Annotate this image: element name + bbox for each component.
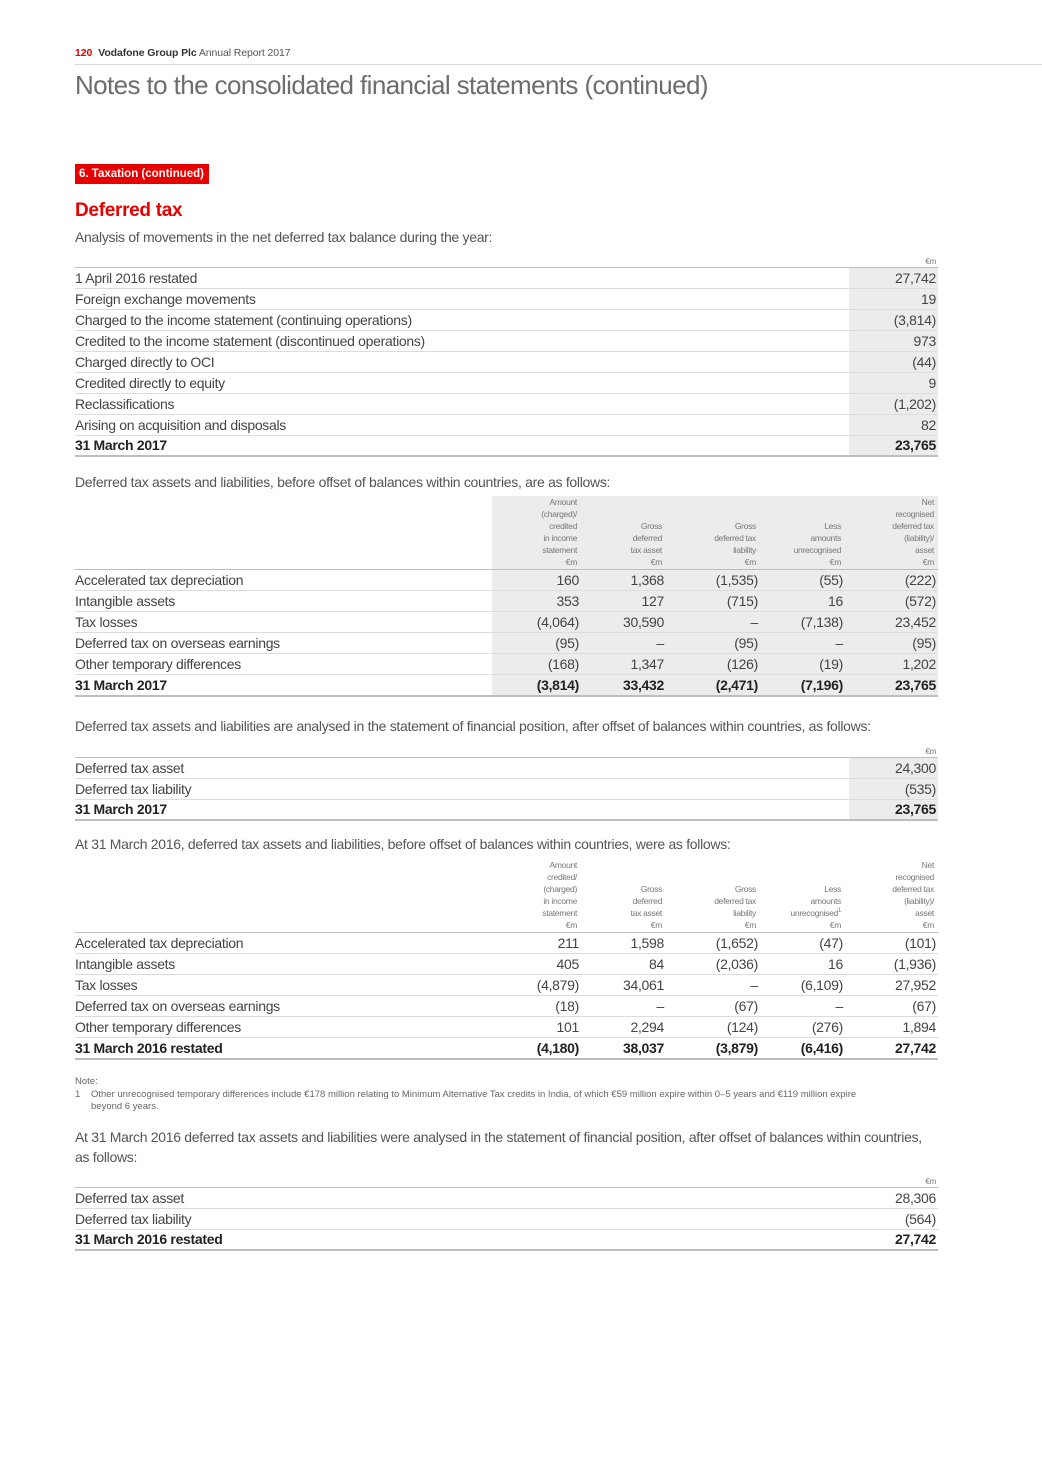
- col-header-gross-asset: Gross deferred tax asset €m: [581, 859, 666, 933]
- row-value: (44): [849, 351, 938, 372]
- note-text-continued: beyond 6 years.: [91, 1101, 159, 1112]
- cell: 127: [581, 591, 666, 612]
- position-2017-table: [75, 741, 938, 821]
- row-label: Credited directly to equity: [75, 372, 849, 393]
- row-value: (3,814): [849, 309, 938, 330]
- cell: 34,061: [581, 975, 666, 996]
- row-label: Other temporary differences: [75, 1017, 492, 1038]
- total-label: 31 March 2017: [75, 435, 849, 456]
- table-row: [75, 1208, 938, 1229]
- table-row: [75, 309, 938, 330]
- total-cell: 33,432: [581, 675, 666, 696]
- col-header-net-recognised: Net recognised deferred tax (liability)/ asset €m: [845, 859, 938, 933]
- row-value: 19: [849, 288, 938, 309]
- cell: 1,368: [581, 570, 666, 591]
- assets-2017-table: [75, 496, 938, 697]
- cell: (168): [492, 654, 581, 675]
- note-title: Note:: [75, 1076, 98, 1087]
- cell: (47): [760, 933, 845, 954]
- row-label: Charged to the income statement (continuing operations): [75, 309, 849, 330]
- total-cell: (7,196): [760, 675, 845, 696]
- row-label: Foreign exchange movements: [75, 288, 849, 309]
- table-header-row: [75, 859, 938, 933]
- cell: (2,036): [666, 954, 760, 975]
- total-label: 31 March 2017: [75, 799, 849, 820]
- unit-label: €m: [849, 1171, 938, 1187]
- table-row: [75, 570, 938, 591]
- cell: (19): [760, 654, 845, 675]
- row-label: Deferred tax asset: [75, 757, 849, 778]
- position-2016-table: [75, 1171, 938, 1251]
- cell: (715): [666, 591, 760, 612]
- cell: (95): [492, 633, 581, 654]
- row-label: Credited to the income statement (discontinued operations): [75, 330, 849, 351]
- row-value: (1,202): [849, 393, 938, 414]
- cell: –: [581, 996, 666, 1017]
- unit-label: €m: [849, 251, 938, 267]
- col-header-gross-liability: Gross deferred tax liability €m: [666, 496, 760, 570]
- row-label: Reclassifications: [75, 393, 849, 414]
- total-row: [75, 675, 938, 696]
- report-name: Annual Report 2017: [198, 47, 291, 59]
- cell: (6,109): [760, 975, 845, 996]
- total-row: [75, 1229, 938, 1250]
- total-row: [75, 435, 938, 456]
- assets-2016-table: [75, 859, 938, 1060]
- table-row: [75, 414, 938, 435]
- total-value: 27,742: [849, 1229, 938, 1250]
- section-heading: Deferred tax: [75, 200, 183, 221]
- row-label: Deferred tax liability: [75, 1208, 849, 1229]
- table-row: [75, 612, 938, 633]
- total-cell: (3,814): [492, 675, 581, 696]
- position-2016-intro: At 31 March 2016 deferred tax assets and liabilities were analysed in the statement of financial position, after offset of balances within countries, as follows:: [75, 1129, 922, 1165]
- position-2017-intro: Deferred tax assets and liabilities are analysed in the statement of financial position, after offset of balances within countries, as follows:: [75, 718, 871, 734]
- total-value: 23,765: [849, 799, 938, 820]
- movements-table: [75, 251, 938, 457]
- row-label: Tax losses: [75, 975, 492, 996]
- cell: (126): [666, 654, 760, 675]
- table-unit-row: [75, 1171, 938, 1187]
- cell: 2,294: [581, 1017, 666, 1038]
- cell: (1,652): [666, 933, 760, 954]
- note-text: Other unrecognised temporary differences include €178 million relating to Minimum Alternative Tax credits in India, of which €59 million expire within 0–5 years and €119 million expire: [91, 1089, 857, 1100]
- unit-label: €m: [849, 741, 938, 757]
- row-label: Deferred tax liability: [75, 778, 849, 799]
- company-name: Vodafone Group Plc: [98, 47, 197, 59]
- note-number: 1: [75, 1089, 81, 1100]
- row-label: Accelerated tax depreciation: [75, 933, 492, 954]
- cell: (222): [845, 570, 938, 591]
- cell: 84: [581, 954, 666, 975]
- total-cell: 23,765: [845, 675, 938, 696]
- col-header-gross-asset: Gross deferred tax asset €m: [581, 496, 666, 570]
- cell: 101: [492, 1017, 581, 1038]
- total-cell: 38,037: [581, 1038, 666, 1059]
- cell: 27,952: [845, 975, 938, 996]
- row-label: Intangible assets: [75, 591, 492, 612]
- assets-2016-intro: At 31 March 2016, deferred tax assets and liabilities, before offset of balances within countries, were as follows:: [75, 836, 731, 852]
- row-value: (535): [849, 778, 938, 799]
- cell: 1,894: [845, 1017, 938, 1038]
- total-label: 31 March 2016 restated: [75, 1229, 849, 1250]
- running-header: [75, 47, 290, 59]
- total-cell: (6,416): [760, 1038, 845, 1059]
- cell: (101): [845, 933, 938, 954]
- table-row: [75, 633, 938, 654]
- total-value: 23,765: [849, 435, 938, 456]
- total-row: [75, 799, 938, 820]
- cell: 16: [760, 591, 845, 612]
- table-row: [75, 372, 938, 393]
- cell: (55): [760, 570, 845, 591]
- cell: 1,202: [845, 654, 938, 675]
- total-cell: (4,180): [492, 1038, 581, 1059]
- table-row: [75, 778, 938, 799]
- cell: (95): [845, 633, 938, 654]
- total-cell: (3,879): [666, 1038, 760, 1059]
- row-label: Deferred tax on overseas earnings: [75, 633, 492, 654]
- col-header-net-recognised: Net recognised deferred tax (liability)/ asset €m: [845, 496, 938, 570]
- row-label: Intangible assets: [75, 954, 492, 975]
- table-row: [75, 591, 938, 612]
- col-header-income-statement: Amount credited/ (charged) in income statement €m: [492, 859, 581, 933]
- row-label: Charged directly to OCI: [75, 351, 849, 372]
- row-value: 28,306: [849, 1187, 938, 1208]
- table-row: [75, 996, 938, 1017]
- total-row: [75, 1038, 938, 1059]
- row-label: Arising on acquisition and disposals: [75, 414, 849, 435]
- cell: 1,347: [581, 654, 666, 675]
- table-row: [75, 933, 938, 954]
- col-header-unrecognised: Less amounts unrecognised €m: [760, 496, 845, 570]
- table-unit-row: [75, 741, 938, 757]
- row-label: 1 April 2016 restated: [75, 267, 849, 288]
- assets-2017-intro: Deferred tax assets and liabilities, before offset of balances within countries, are as follows:: [75, 474, 611, 490]
- cell: 16: [760, 954, 845, 975]
- page-title: Notes to the consolidated financial statements (continued): [75, 70, 708, 100]
- table-row: [75, 267, 938, 288]
- table-row: [75, 654, 938, 675]
- col-header-unrecognised: Less amounts unrecognised$^1$ €m: [760, 859, 845, 933]
- cell: 160: [492, 570, 581, 591]
- movements-intro: Analysis of movements in the net deferred tax balance during the year:: [75, 229, 493, 245]
- cell: (95): [666, 633, 760, 654]
- cell: –: [760, 633, 845, 654]
- table-row: [75, 1187, 938, 1208]
- cell: –: [760, 996, 845, 1017]
- page-number: 120: [75, 47, 93, 59]
- table-row: [75, 954, 938, 975]
- row-value: 973: [849, 330, 938, 351]
- section-tag: 6. Taxation (continued): [75, 164, 209, 184]
- footnote-marker: 1: [837, 908, 841, 915]
- total-label: 31 March 2016 restated: [75, 1038, 492, 1059]
- row-value: 24,300: [849, 757, 938, 778]
- cell: (1,936): [845, 954, 938, 975]
- cell: (1,535): [666, 570, 760, 591]
- cell: (67): [845, 996, 938, 1017]
- cell: (276): [760, 1017, 845, 1038]
- row-value: 27,742: [849, 267, 938, 288]
- row-label: Other temporary differences: [75, 654, 492, 675]
- cell: (67): [666, 996, 760, 1017]
- cell: (124): [666, 1017, 760, 1038]
- table-row: [75, 757, 938, 778]
- cell: 23,452: [845, 612, 938, 633]
- cell: –: [666, 612, 760, 633]
- col-header-gross-liability: Gross deferred tax liability €m: [666, 859, 760, 933]
- cell: 405: [492, 954, 581, 975]
- total-cell: 27,742: [845, 1038, 938, 1059]
- total-cell: (2,471): [666, 675, 760, 696]
- cell: (572): [845, 591, 938, 612]
- row-label: Deferred tax asset: [75, 1187, 849, 1208]
- cell: 1,598: [581, 933, 666, 954]
- table-row: [75, 1017, 938, 1038]
- cell: (18): [492, 996, 581, 1017]
- cell: (4,879): [492, 975, 581, 996]
- cell: 353: [492, 591, 581, 612]
- cell: –: [581, 633, 666, 654]
- table-row: [75, 393, 938, 414]
- table-row: [75, 330, 938, 351]
- row-label: Tax losses: [75, 612, 492, 633]
- row-value: (564): [849, 1208, 938, 1229]
- row-label: Deferred tax on overseas earnings: [75, 996, 492, 1017]
- header-divider: [75, 64, 1042, 65]
- total-label: 31 March 2017: [75, 675, 492, 696]
- table-row: [75, 351, 938, 372]
- cell: (4,064): [492, 612, 581, 633]
- cell: 211: [492, 933, 581, 954]
- table-unit-row: [75, 251, 938, 267]
- row-label: Accelerated tax depreciation: [75, 570, 492, 591]
- cell: (7,138): [760, 612, 845, 633]
- table-header-row: [75, 496, 938, 570]
- row-value: 82: [849, 414, 938, 435]
- table-row: [75, 975, 938, 996]
- col-header-income-statement: Amount (charged)/ credited in income statement €m: [492, 496, 581, 570]
- cell: 30,590: [581, 612, 666, 633]
- row-value: 9: [849, 372, 938, 393]
- note-body: [75, 1089, 915, 1113]
- table-row: [75, 288, 938, 309]
- cell: –: [666, 975, 760, 996]
